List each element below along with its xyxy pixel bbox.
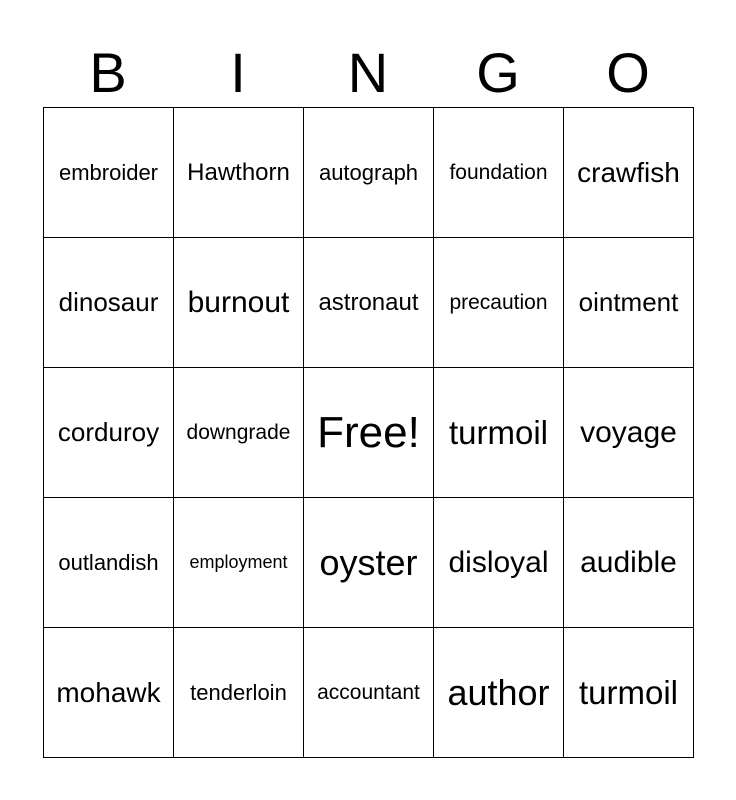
- cell-word: crawfish: [577, 156, 680, 188]
- header-letter-b: B: [89, 41, 127, 104]
- bingo-cell[interactable]: [564, 498, 694, 628]
- bingo-cell[interactable]: [174, 368, 304, 498]
- bingo-cell[interactable]: [564, 628, 694, 758]
- bingo-cell[interactable]: [44, 498, 174, 628]
- cell-word: disloyal: [448, 545, 549, 579]
- cell-word: accountant: [317, 680, 420, 704]
- bingo-cell[interactable]: [174, 108, 304, 238]
- bingo-cell[interactable]: [304, 498, 434, 628]
- free-space-label: Free!: [317, 407, 420, 457]
- cell-word: tenderloin: [190, 679, 287, 705]
- header-letter-g: G: [476, 41, 520, 104]
- cell-word: embroider: [58, 159, 159, 185]
- cell-word: voyage: [580, 415, 677, 449]
- header-letter-n: N: [347, 41, 389, 104]
- bingo-cell[interactable]: [174, 628, 304, 758]
- cell-word: dinosaur: [58, 287, 159, 317]
- bingo-cell[interactable]: [304, 108, 434, 238]
- cell-word: author: [447, 671, 550, 713]
- bingo-cell[interactable]: [434, 108, 564, 238]
- bingo-cell[interactable]: [434, 628, 564, 758]
- cell-word: foundation: [449, 160, 548, 184]
- bingo-cell[interactable]: [434, 498, 564, 628]
- cell-word: mohawk: [56, 676, 161, 708]
- bingo-cell[interactable]: [174, 238, 304, 368]
- cell-word: outlandish: [58, 549, 159, 575]
- bingo-cell[interactable]: [44, 108, 174, 238]
- bingo-cell[interactable]: [564, 238, 694, 368]
- bingo-cell[interactable]: [434, 238, 564, 368]
- cell-word: corduroy: [57, 417, 160, 447]
- cell-word: ointment: [578, 287, 679, 317]
- cell-word: turmoil: [578, 673, 679, 711]
- bingo-cell[interactable]: [304, 628, 434, 758]
- cell-word: autograph: [318, 159, 419, 185]
- cell-word: burnout: [187, 285, 290, 319]
- header-letter-o: O: [606, 41, 650, 104]
- cell-word: precaution: [449, 290, 548, 314]
- header-letter-i: I: [230, 41, 246, 104]
- cell-word: employment: [189, 552, 288, 572]
- cell-word: oyster: [319, 541, 418, 583]
- cell-word: audible: [580, 545, 677, 579]
- bingo-grid: [43, 107, 694, 758]
- bingo-cell[interactable]: [564, 108, 694, 238]
- cell-word: Hawthorn: [187, 158, 290, 186]
- bingo-cell[interactable]: [44, 368, 174, 498]
- bingo-cell[interactable]: [564, 368, 694, 498]
- bingo-cell[interactable]: [304, 238, 434, 368]
- bingo-cell[interactable]: [44, 238, 174, 368]
- bingo-cell[interactable]: [434, 368, 564, 498]
- bingo-header: [43, 40, 693, 106]
- free-space-cell[interactable]: [304, 368, 434, 498]
- cell-word: turmoil: [448, 413, 549, 451]
- bingo-cell[interactable]: [44, 628, 174, 758]
- cell-word: astronaut: [318, 288, 419, 316]
- bingo-cell[interactable]: [174, 498, 304, 628]
- cell-word: downgrade: [186, 420, 291, 444]
